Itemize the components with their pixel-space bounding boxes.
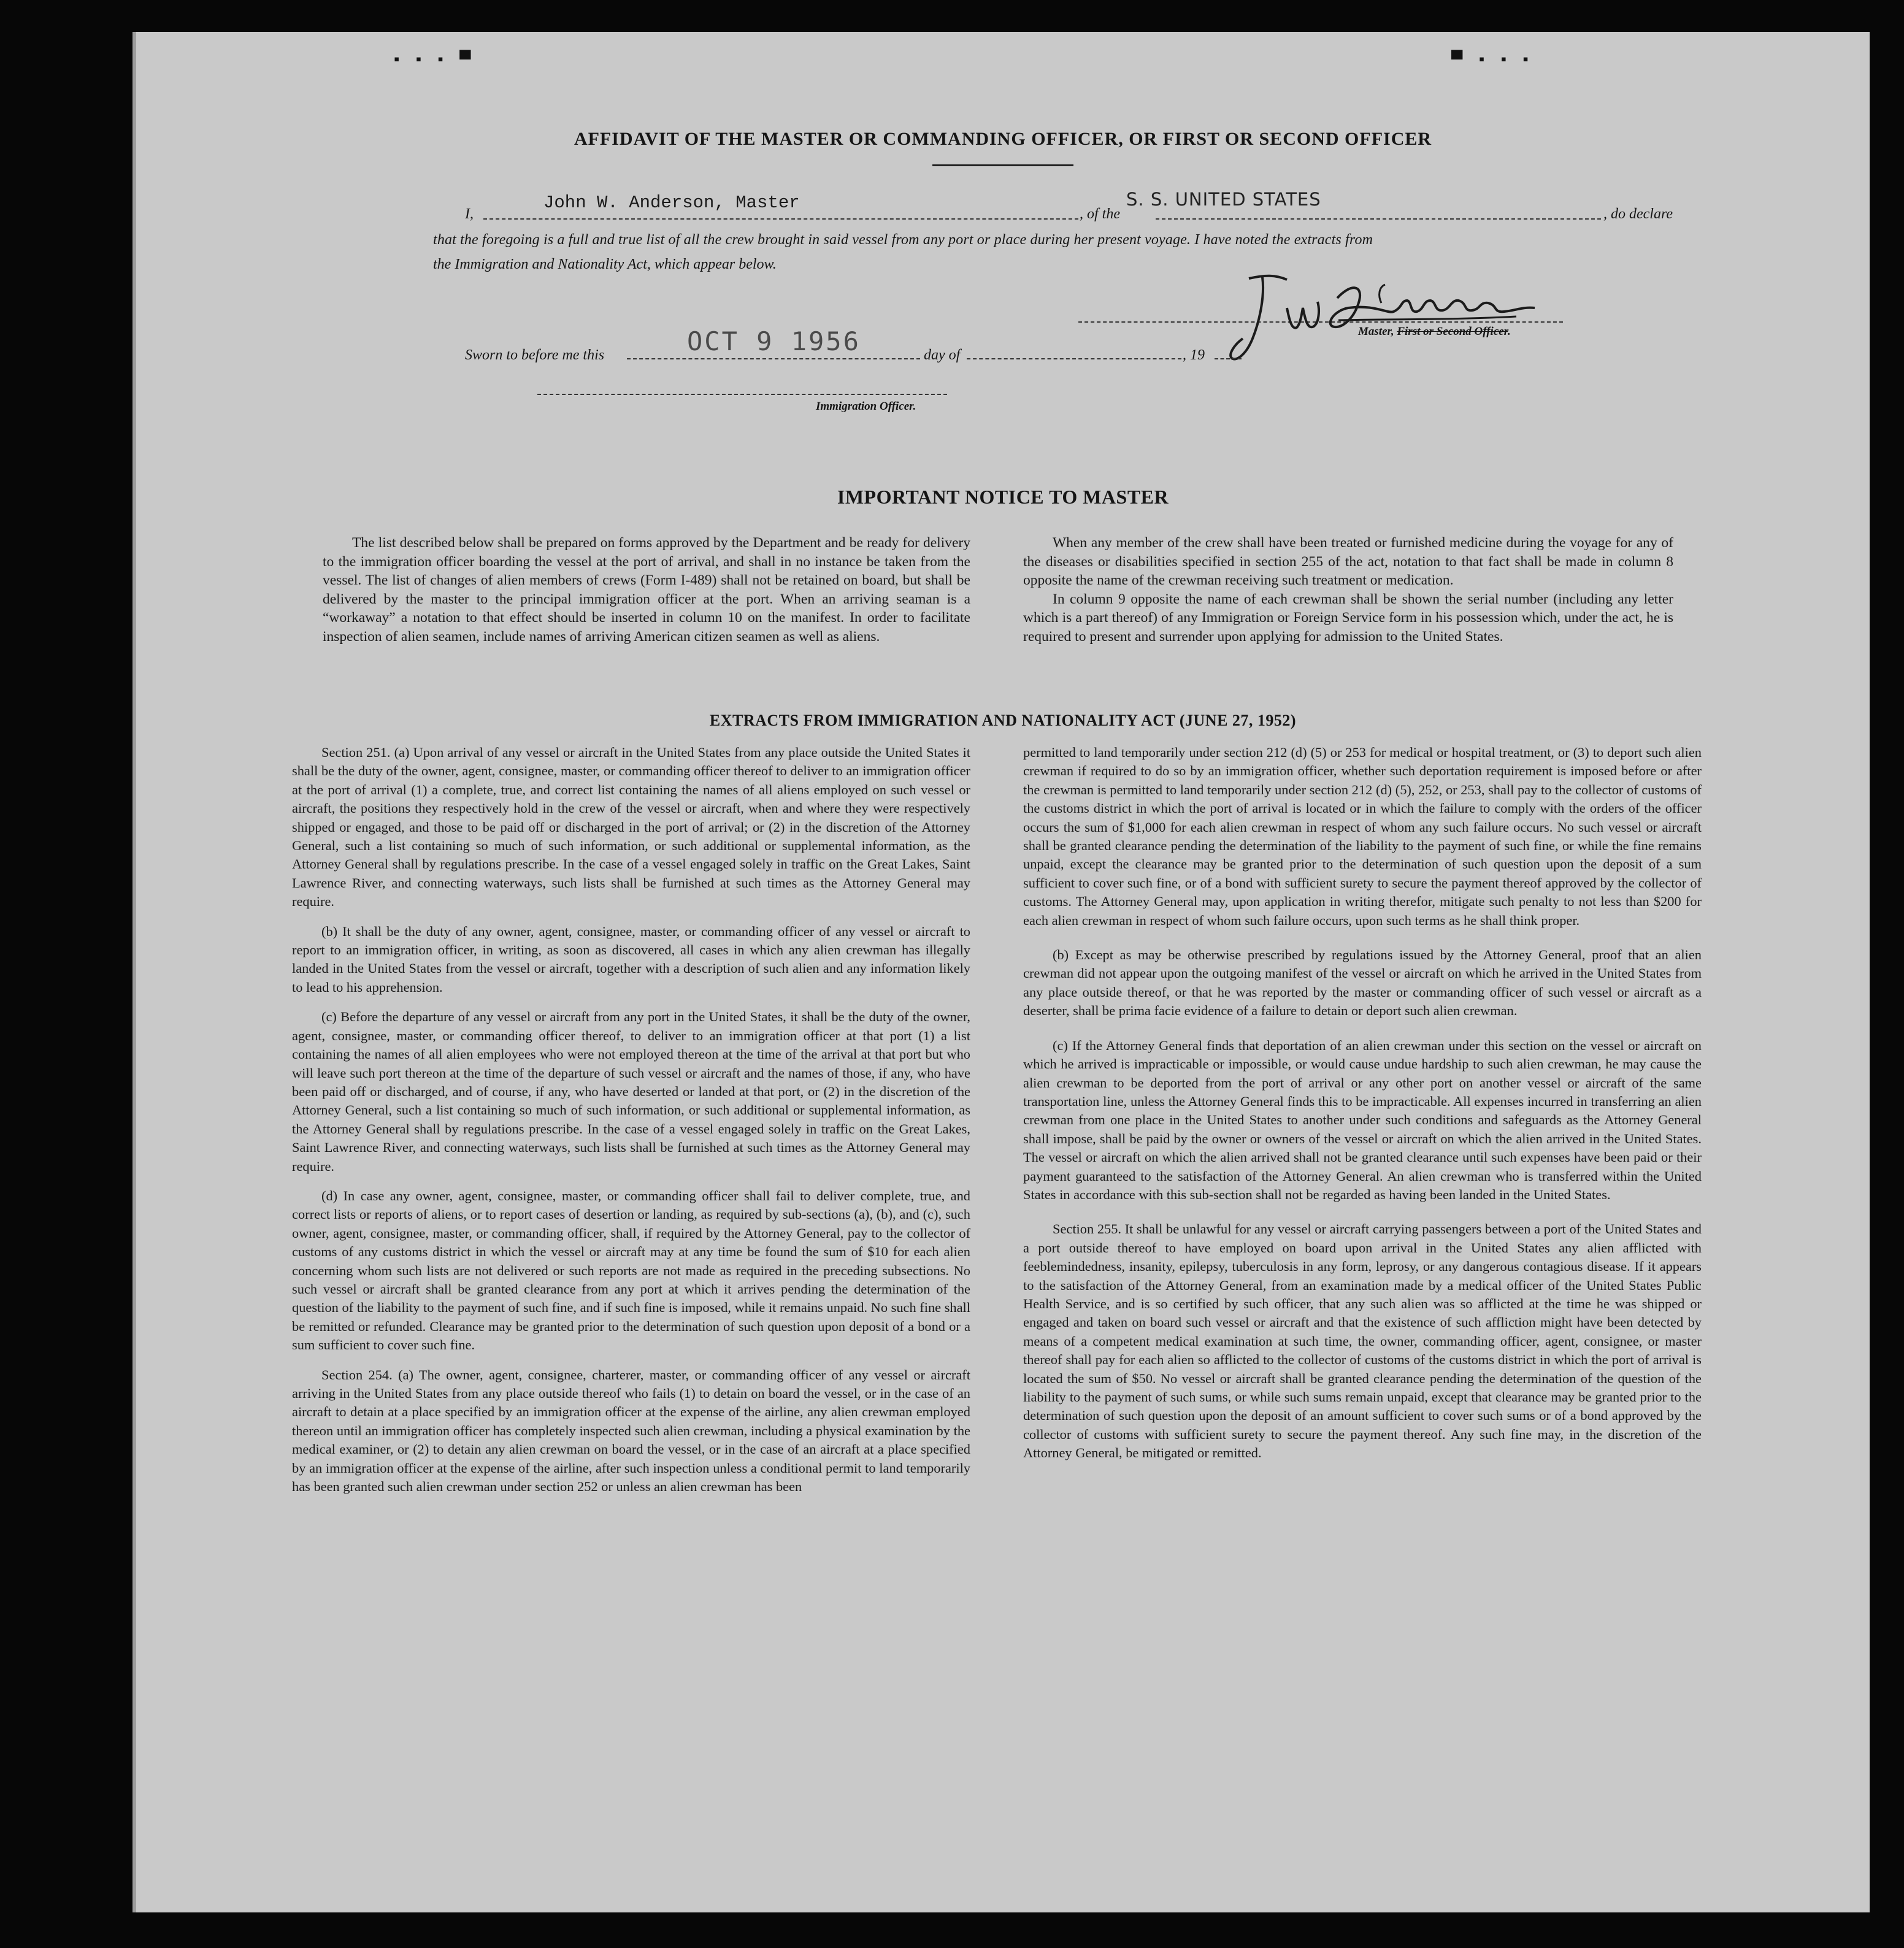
extracts-right-column [1023,743,1702,1474]
signature-caption [1358,325,1511,339]
officer-caption: Immigration Officer. [816,400,916,413]
sworn-month-line [967,358,1181,359]
section-251-b: (b) It shall be the duty of any owner, agent, consignee, master, or commanding officer of any vessel or aircraft to report to an immigration officer, in writing, as soon as discovered, all cases in which any alien crewman has illegally landed in the United States from the vessel or aircraft, together with a description of such alien and any information likely to lead to his apprehension. [292,923,970,995]
notice-title: IMPORTANT NOTICE TO MASTER [837,486,1169,508]
declarant-line [483,218,1078,220]
section-254-a: Section 254. (a) The owner, agent, consignee, charterer, master, or commanding officer of any vessel or aircraft arriving in the United States from any place outside thereof who fails (1) to detain on board the vessel, or in the case of an aircraft to detain at a place specified by an immigration officer at the expense of the airline, any alien crewman employed thereon until an immigration officer has completely inspected such alien crewman, including a physical examination by the medical examiner, or (2) to detain any alien crewman on board the vessel, or in the case of an aircraft at a place specified by an immigration officer at the expense of the airline, after such inspection unless a conditional permit to land temporarily has been granted such alien crewman under section 252 or unless an alien crewman has been [292,1367,970,1495]
day-of-label: day of [924,347,961,363]
declaration-line-2: the Immigration and Nationality Act, which appear below. [433,256,777,272]
extracts-left-column [292,743,970,1507]
sworn-day-line [627,358,920,359]
sworn-date-stamp: OCT 9 1956 [687,326,861,356]
notice-left-paragraph: The list described below shall be prepared on forms approved by the Department and be ready for delivery to the immigration officer boarding the vessel at the port of arrival, and shall in no instance be taken from the vessel. The list of changes of alien members of crews (Form I-489) shall not be retained on board, but shall be delivered by the master to the principal immigration officer at the port. When an arriving seaman is a “workaway” a notation to that effect should be inserted in column 10 on the manifest. In order to facilitate inspection of alien seamen, include names of arriving American citizen seamen as well as aliens. [323,535,970,645]
sworn-label: Sworn to before me this [465,347,605,363]
section-251-a: Section 251. (a) Upon arrival of any vessel or aircraft in the United States from any place outside the United States it shall be the duty of the owner, agent, consignee, master, or commanding officer thereof to deliver to an immigration officer at the port of arrival (1) a complete, true, and correct list containing the names of all aliens employed on such vessel or aircraft, the positions they respectively hold in the crew of the vessel or aircraft, when and where they were respectively shipped or engaged, and those to be paid off or discharged in the port of arrival; or (2) in the discretion of the Attorney General, such a list containing so much of such information, or such additional or supplemental information, as the Attorney General shall by regulations prescribe. In the case of a vessel engaged solely in traffic on the Great Lakes, Saint Lawrence River, and connecting waterways, such lists shall be furnished at such times as the Attorney General may require. [292,745,970,910]
signature-caption-struck: First or Second Officer [1397,325,1508,338]
signature-caption-master: Master, [1358,325,1397,338]
section-251-c: (c) Before the departure of any vessel or aircraft from any port in the United States, it shall be the duty of the owner, agent, consignee, master, or commanding officer thereof, to deliver to an immigration officer at that port (1) a list containing the names of all alien employees who were not employed thereon at the time of the arrival at that port but who will leave such port thereon at the time of the departure of such vessel or aircraft and the names of those, if any, who have been paid off or discharged, and of course, if any, who have deserted or landed at that port, or (2) in the discretion of the Attorney General, such a list containing so much of such information, or such additional or supplemental information, as the Attorney General shall by regulations prescribe. In the case of a vessel engaged solely in traffic on the Great Lakes, Saint Lawrence River, and connecting waterways, such lists shall be furnished at such times as the Attorney General may require. [292,1009,970,1174]
section-255: Section 255. It shall be unlawful for any vessel or aircraft carrying passengers between a port of the United States and a port outside thereof to have employed on board upon arrival in the United States any alien afflicted with feeblemindedness, insanity, epilepsy, tuberculosis in any form, leprosy, or any dangerous contagious disease. If it appears to the satisfaction of the Attorney General, from an examination made by a medical officer of the United States Public Health Service, and is so certified by such officer, that any such alien was so afflicted at the time he was shipped or engaged and taken on board such vessel or aircraft and that the existence of such affliction might have been detected by means of a competent medical examination at such time, the owner, commanding officer, agent, consignee, or master thereof shall pay for each alien so afflicted to the collector of customs of the customs district in which the port of arrival is located the sum of $50. No vessel or aircraft shall be granted clearance pending the determination of the question of the liability to the payment of such sums, or while such sums remain unpaid, except that clearance may be granted prior to the determination of such question upon the deposit of an amount sufficient to cover such sums or of a bond approved by the collector of customs with sufficient surety to secure the payment thereof. Any such fine may, in the discretion of the Attorney General, be mitigated or remitted. [1023,1221,1702,1461]
section-254-c: (c) If the Attorney General finds that deportation of an alien crewman under this section on the vessel or aircraft on which he arrived is impracticable or impossible, or would cause undue hardship to such alien crewman, he may cause the alien crewman to be deported from the port of arrival or any other port on another vessel or aircraft of the same transportation line, unless the Attorney General finds this to be impracticable. All expenses incurred in transferring an alien crewman from one place in the United States to another under such conditions and safeguards as the Attorney General shall impose, shall be paid by the owner or owners of the vessel or aircraft on which the alien arrived in the United States. The vessel or aircraft on which the alien arrived shall not be granted clearance until such expenses have been paid or their payment guaranteed to the satisfaction of the Attorney General. An alien crewman who is transferred within the United States in accordance with this sub-section shall not be regarded as having been landed in the United States. [1023,1037,1702,1202]
title-underline [932,164,1073,166]
master-signature [1228,271,1572,375]
year-prefix: , 19 [1183,347,1205,363]
officer-signature-line [537,394,947,395]
of-the-label: , of the [1080,206,1120,222]
affidavit-title: AFFIDAVIT OF THE MASTER OR COMMANDING OFFICER, OR FIRST OR SECOND OFFICER [574,129,1432,149]
signature-caption-end: . [1508,325,1511,338]
extracts-title: EXTRACTS FROM IMMIGRATION AND NATIONALITY ACT (JUNE 27, 1952) [709,711,1297,729]
vessel-name: S. S. UNITED STATES [1126,189,1321,210]
registration-marks-right: ▀ ▪ ▪ ▪ [1451,50,1535,68]
declaration-line-1: that the foregoing is a full and true list of all the crew brought in said vessel from any port or place during her present voyage. I have noted the extracts from [433,232,1373,248]
notice-left-column [323,534,970,646]
declarant-name: John W. Anderson, Master [543,193,800,213]
year-line [1215,358,1242,359]
registration-marks-left: ▪ ▪ ▪ ▀ [394,50,477,68]
section-251-d: (d) In case any owner, agent, consignee, master, or commanding officer shall fail to deliver complete, true, and correct lists or reports of aliens, or to report cases of desertion or landing, as required by sub-sections (a), (b), and (c), such owner, agent, consignee, master, or commanding officer, shall, if required by the Attorney General, pay to the collector of customs of any customs district in which the vessel or aircraft may at any time be found the sum of $10 for each alien concerning whom such lists are not delivered or such reports are not made as required in the preceding subsections. No such vessel or aircraft shall be granted clearance from any port at which it arrives pending the determination of the question of the liability to the payment of such fine, and if such fine is imposed, while it remains unpaid. No such fine shall be remitted or refunded. Clearance may be granted prior to the determination of such question upon deposit of a bond or a sum sufficient to cover such fine. [292,1187,970,1353]
vessel-line [1156,218,1601,220]
do-declare-label: , do declare [1603,206,1673,222]
notice-right-paragraph-1: When any member of the crew shall have been treated or furnished medicine during the voyage for any of the diseases or disabilities specified in section 255 of the act, notation to that fact shall be made in column 8 opposite the name of the crewman receiving such treatment or medication. [1023,535,1673,589]
section-254-b: (b) Except as may be otherwise prescribed by regulations issued by the Attorney General, proof that an alien crewman did not appear upon the outgoing manifest of the vessel or aircraft on which he arrived in the United States from any place outside thereof, or that he was reported by the master or commanding officer of such vessel or aircraft as a deserter, shall be prima facie evidence of a failure to detain or deport such alien crewman. [1023,947,1702,1019]
i-label: I, [465,206,474,222]
section-254-a-continued: permitted to land temporarily under section 212 (d) (5) or 253 for medical or hospital treatment, or (3) to deport such alien crewman if required to do so by an immigration officer, whether such deportation requirement is imposed before or after the crewman is permitted to land temporarily under section 212 (d) (5), 252, or 253, shall pay to the collector of customs of the customs district in which the port of arrival is located or in which the failure to comply with the orders of the officer occurs the sum of $1,000 for each alien crewman in respect of whom any such failure occurs. No such vessel or aircraft shall be granted clearance pending the determination of the liability to the payment of such fine, or while the fine remains unpaid, except the clearance may be granted prior to the determination of such question upon the deposit of a sum sufficient to cover such fine, or of a bond with sufficient surety to secure the payment thereof approved by the collector of customs. The Attorney General may, upon application in writing therefor, mitigate such penalty to not less than $200 for each alien crewman in respect of whom such failure occurs, upon such terms as he shall think proper. [1023,745,1702,928]
notice-right-paragraph-2: In column 9 opposite the name of each crewman shall be shown the serial number (including any letter which is a part thereof) of any Immigration or Foreign Service form in his possession which, under the act, he is required to present and surrender upon applying for admission to the United States. [1023,591,1673,645]
notice-right-column [1023,534,1673,646]
document-page [132,32,1870,1912]
